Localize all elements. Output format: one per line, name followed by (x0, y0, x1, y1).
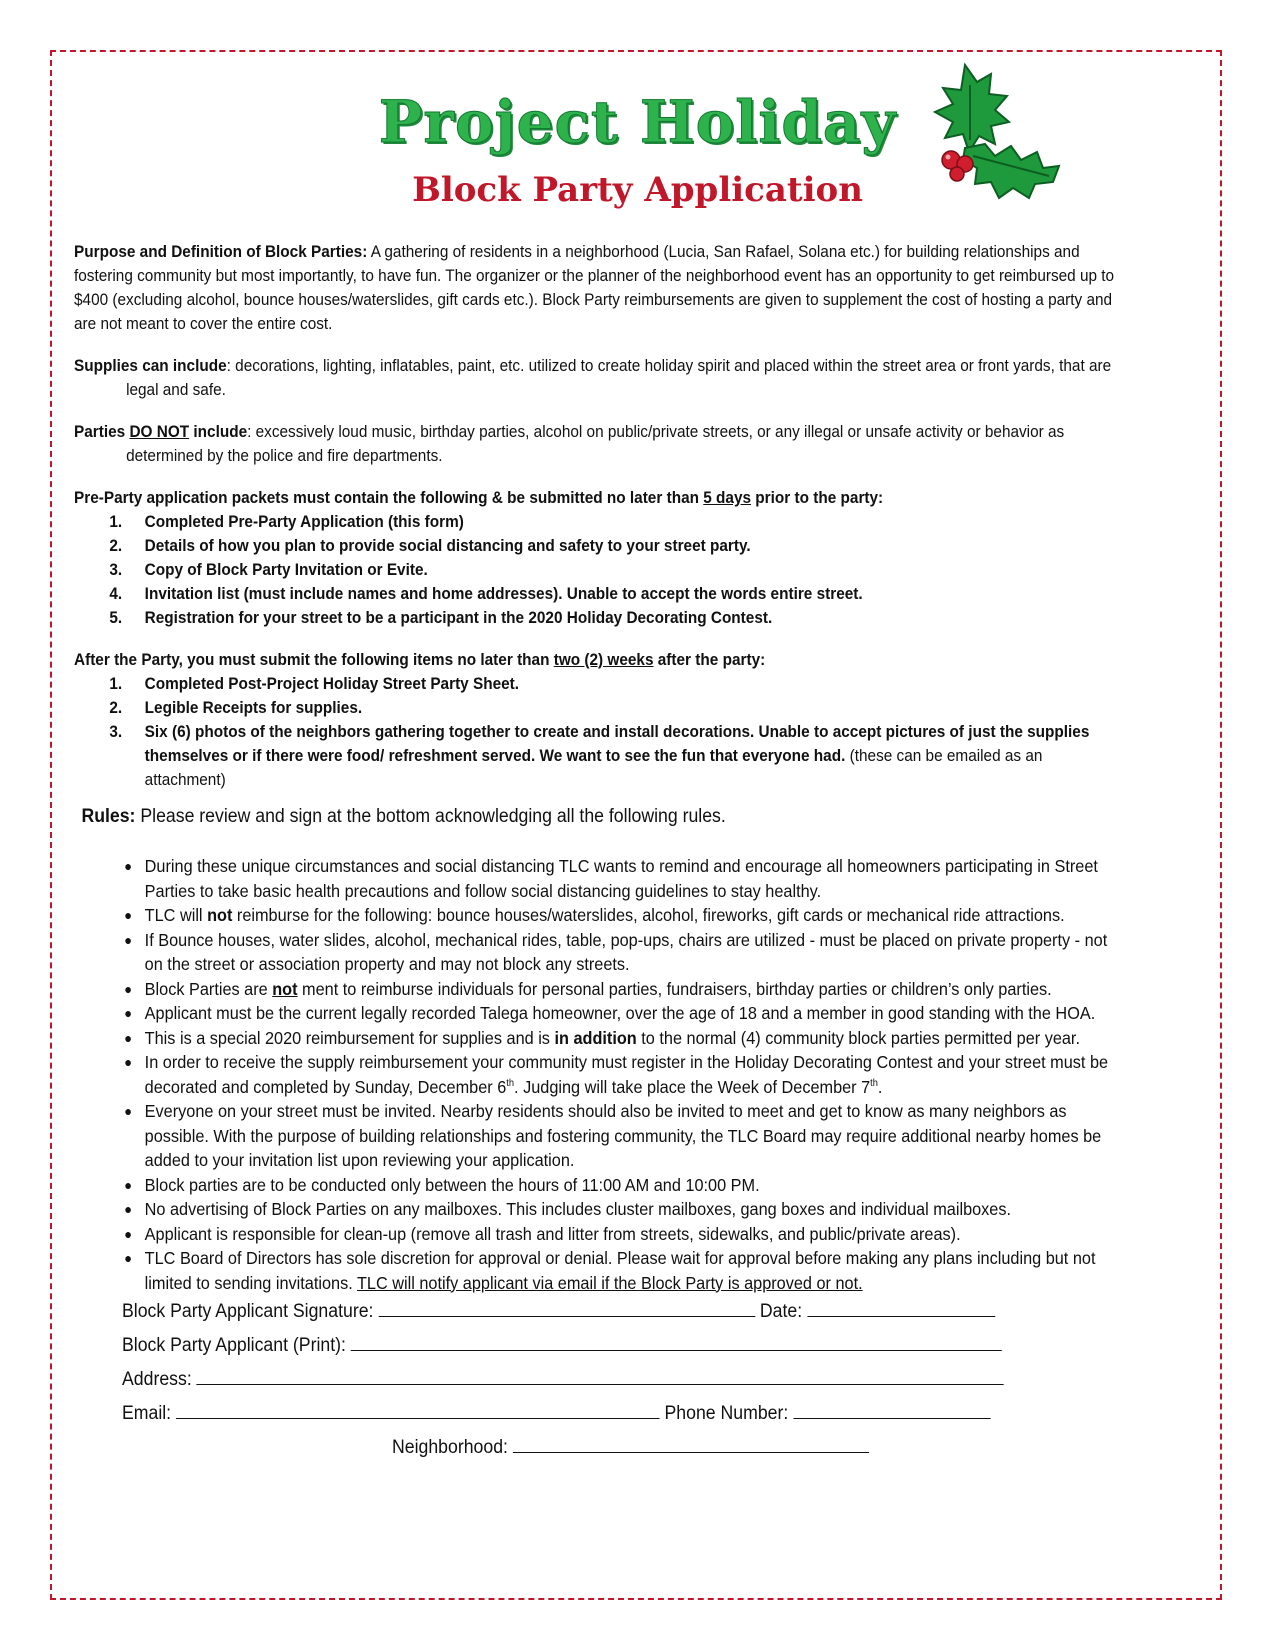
rule-text: TLC will (144, 905, 208, 925)
parties-label-c: include (189, 423, 248, 441)
list-number: 1. (109, 675, 123, 693)
list-item (74, 672, 1125, 696)
address-field[interactable] (197, 1366, 1004, 1385)
ordinal-suffix: th (870, 1077, 878, 1089)
address-row (122, 1366, 1004, 1391)
list-item (74, 720, 1125, 792)
signature-label: Block Party Applicant Signature: (122, 1301, 379, 1322)
rule-text: If Bounce houses, water slides, alcohol, mechanical rides, table, pop-ups, chairs are utilized - must be placed on private property - not on the street or association property and may not block any streets. (144, 929, 1108, 974)
list-item-text: Details of how you plan to provide social distancing and safety to your street party. (144, 537, 751, 555)
rule-item (74, 928, 1125, 977)
bullet-icon: ● (124, 1029, 133, 1046)
after-party-heading-b: after the party: (653, 651, 766, 669)
list-item-text: Six (6) photos of the neighbors gathering together to create and install decorations. Unable to accept pictures of just the supplies themselves or if there were food/ refreshment served. We want to see the fun that everyone had. (144, 723, 1090, 765)
date-field[interactable] (807, 1298, 995, 1317)
rule-text: to the normal (4) community block parties permitted per year. (636, 1027, 1080, 1048)
list-item (74, 582, 1125, 606)
rule-text: . Judging will take place the Week of December 7 (514, 1076, 871, 1097)
bullet-icon: ● (124, 858, 133, 874)
list-number: 4. (109, 585, 123, 603)
list-item-text: Legible Receipts for supplies. (144, 699, 363, 717)
purpose-label: Purpose and Definition of Block Parties: (74, 243, 368, 261)
rule-text: Block parties are to be conducted only between the hours of 11:00 AM and 10:00 PM. (144, 1174, 760, 1195)
contact-row (122, 1400, 990, 1425)
rule-item (74, 977, 1125, 1002)
list-item-note: (these can be emailed as an attachment) (144, 747, 1043, 789)
page-subtitle: Block Party Application (412, 170, 863, 210)
parties-label-a: Parties (74, 423, 130, 441)
rule-text: reimburse for the following: bounce houses/waterslides, alcohol, fireworks, gift cards or mechanical ride attractions. (232, 905, 1065, 925)
rule-item (74, 1001, 1125, 1026)
rule-text: Applicant is responsible for clean-up (remove all trash and litter from streets, sidewalks, and public/private areas). (144, 1223, 961, 1244)
rule-item (74, 1050, 1125, 1099)
page-title: Project Holiday (378, 88, 897, 156)
list-item-text: Copy of Block Party Invitation or Evite. (144, 561, 428, 579)
after-party-list (74, 672, 1125, 792)
pre-party-heading-a: Pre-Party application packets must contain the following & be submitted no later than (74, 489, 704, 507)
list-item-text: Registration for your street to be a participant in the 2020 Holiday Decorating Contest. (144, 609, 773, 627)
list-number: 5. (109, 609, 123, 627)
supplies-text: : decorations, lighting, inflatables, paint, etc. utilized to create holiday spirit and placed within the street area or front yards, that are legal and safe. (126, 357, 1112, 399)
list-item-text: Invitation list (must include names and home addresses). Unable to accept the words entire street. (144, 585, 863, 603)
application-body (74, 240, 1125, 1295)
rule-text: During these unique circumstances and social distancing TLC wants to remind and encourage all homeowners participating in Street Parties to take basic health precautions and follow social distancing guidelines to stay healthy. (144, 856, 1098, 901)
pre-party-heading (74, 486, 1125, 510)
bullet-icon: ● (124, 1054, 133, 1070)
bullet-icon: ● (124, 1176, 133, 1193)
neighborhood-label: Neighborhood: (392, 1437, 513, 1458)
neighborhood-field[interactable] (513, 1434, 869, 1453)
rule-item (74, 1222, 1125, 1247)
parties-label-do-not: DO NOT (129, 423, 190, 441)
neighborhood-row (392, 1434, 869, 1459)
signature-row (122, 1298, 995, 1323)
rule-item (74, 1197, 1125, 1222)
after-party-heading-a: After the Party, you must submit the following items no later than (74, 651, 554, 669)
rule-emphasis: in addition (554, 1027, 637, 1048)
rule-item (74, 1246, 1125, 1295)
rule-text: ment to reimburse individuals for personal parties, fundraisers, birthday parties or children’s only parties. (297, 978, 1052, 999)
rule-emphasis: not (272, 978, 298, 999)
rules-list (74, 854, 1125, 1295)
rule-text: Everyone on your street must be invited. Nearby residents should also be invited to meet and get to know as many neighbors as possible. With the purpose of building relationships and fostering community, the TLC Board may require additional nearby homes be added to your invitation list upon reviewing your application. (144, 1101, 1102, 1170)
pre-party-deadline: 5 days (703, 489, 752, 507)
supplies-label: Supplies can include (74, 357, 227, 375)
phone-label: Phone Number: (659, 1403, 794, 1424)
bullet-icon: ● (124, 931, 133, 948)
print-name-field[interactable] (351, 1332, 1002, 1351)
bullet-icon: ● (124, 1005, 133, 1021)
email-label: Email: (122, 1403, 177, 1424)
rule-emphasis: not (207, 905, 233, 925)
pre-party-list (74, 510, 1125, 630)
holly-icon (925, 60, 1065, 205)
ordinal-suffix: th (506, 1077, 515, 1089)
purpose-text: A gathering of residents in a neighborhood (Lucia, San Rafael, Solana etc.) for building relationships and fostering community but most importantly, to have fun. The organizer or the planner of the neighborhood event has an opportunity to get reimbursed up to $400 (excluding alcohol, bounce houses/waterslides, gift cards etc.). Block Party reimbursements are given to supplement the cost of hosting a party and are not meant to cover the entire cost. (74, 243, 1115, 333)
email-field[interactable] (176, 1400, 660, 1419)
list-item (74, 510, 1125, 534)
print-name-label: Block Party Applicant (Print): (122, 1335, 351, 1356)
rule-text: . (877, 1076, 883, 1097)
date-label: Date: (755, 1301, 808, 1322)
rule-text: This is a special 2020 reimbursement for supplies and is (144, 1027, 555, 1048)
parties-paragraph (74, 420, 1125, 468)
rules-text: Please review and sign at the bottom acknowledging all the following rules. (135, 806, 726, 827)
after-party-deadline: two (2) weeks (553, 651, 654, 669)
bullet-icon: ● (124, 907, 133, 923)
rule-text: Block Parties are (144, 978, 273, 999)
bullet-icon: ● (124, 1103, 133, 1119)
list-item (74, 534, 1125, 558)
rule-item (74, 1099, 1125, 1173)
rules-intro (81, 804, 1124, 830)
bullet-icon: ● (124, 980, 133, 997)
supplies-paragraph (74, 354, 1125, 402)
rule-text: TLC Board of Directors has sole discretion for approval or denial. Please wait for approval before making any plans including but not limited to sending invitations. (144, 1248, 1096, 1293)
list-number: 3. (109, 723, 123, 741)
list-item (74, 606, 1125, 630)
after-party-heading (74, 648, 1125, 672)
address-label: Address: (122, 1369, 197, 1390)
rule-item (74, 1026, 1125, 1051)
list-item-text: Completed Pre-Party Application (this form) (144, 513, 464, 531)
bullet-icon: ● (124, 1225, 133, 1242)
list-number: 2. (109, 699, 123, 717)
print-name-row (122, 1332, 1002, 1357)
rule-item (74, 1173, 1125, 1198)
list-number: 3. (109, 561, 123, 579)
list-number: 1. (109, 513, 123, 531)
rule-item (74, 854, 1125, 903)
parties-text: : excessively loud music, birthday parties, alcohol on public/private streets, or any illegal or unsafe activity or behavior as determined by the police and fire departments. (126, 423, 1065, 465)
list-item (74, 558, 1125, 582)
rules-label: Rules: (81, 806, 136, 827)
list-item (74, 696, 1125, 720)
pre-party-heading-b: prior to the party: (751, 489, 884, 507)
bullet-icon: ● (124, 1250, 133, 1266)
rule-item (74, 903, 1125, 928)
rule-text: No advertising of Block Parties on any mailboxes. This includes cluster mailboxes, gang boxes and individual mailboxes. (144, 1199, 1012, 1219)
signature-field[interactable] (378, 1298, 755, 1317)
list-number: 2. (109, 537, 123, 555)
phone-field[interactable] (793, 1400, 990, 1419)
purpose-paragraph (74, 240, 1125, 336)
bullet-icon: ● (124, 1201, 133, 1217)
list-item-text: Completed Post-Project Holiday Street Party Sheet. (144, 675, 520, 693)
rule-text: Applicant must be the current legally recorded Talega homeowner, over the age of 18 and a member in good standing with the HOA. (144, 1003, 1096, 1023)
rule-emphasis: TLC will notify applicant via email if the Block Party is approved or not. (356, 1272, 863, 1293)
rule-text: In order to receive the supply reimbursement your community must register in the Holiday Decorating Contest and your street must be decorated and completed by Sunday, December 6 (144, 1052, 1109, 1097)
